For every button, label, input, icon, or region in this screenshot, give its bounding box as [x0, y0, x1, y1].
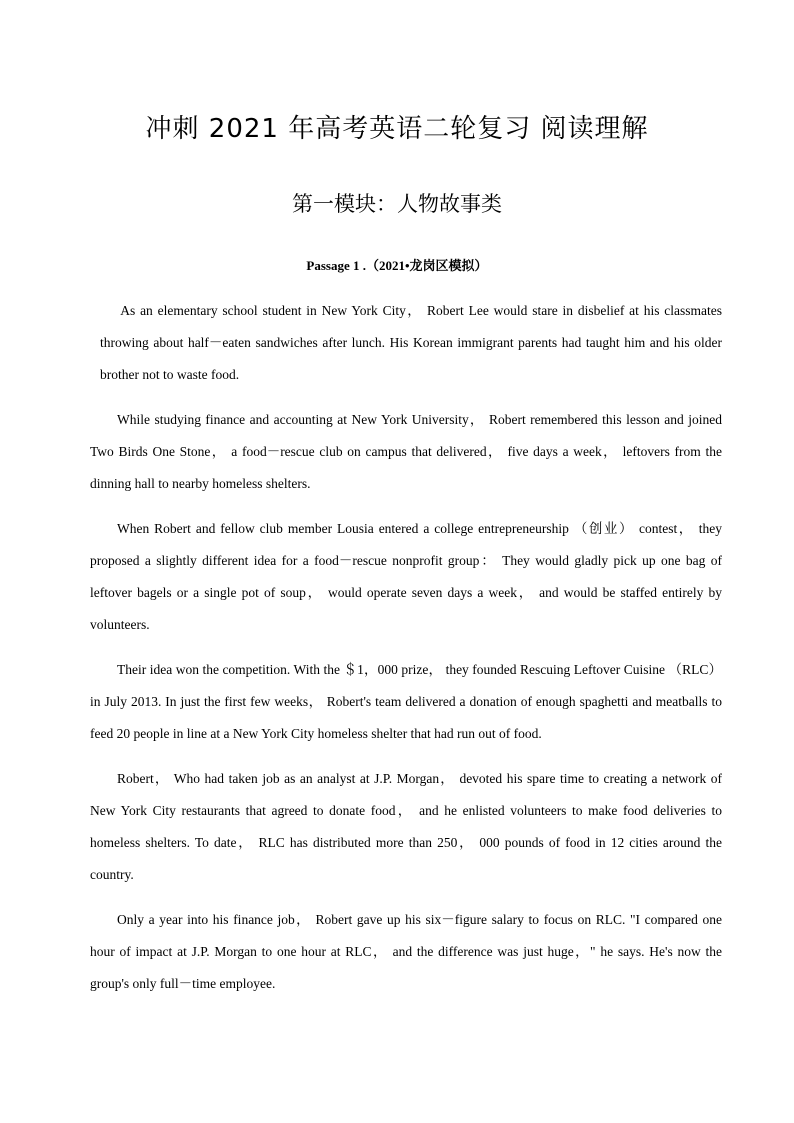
paragraph: As an elementary school student in New York City， Robert Lee would stare in disbelief at his classmates throwing about half－eaten sandwiches after lunch. His Korean immigrant parents had taught him and his older brother not to waste food. [100, 303, 722, 382]
paragraph: Their idea won the competition. With the ＄1，000 prize， they founded Rescuing Leftover Cuisine （RLC） in July 2013. In just the first few weeks， Robert's team delivered a donation of enough spaghetti and meatballs to feed 20 people in line at a New York City homeless shelter that had run out of food. [90, 662, 722, 741]
section-heading: 第一模块：人物故事类 [292, 192, 502, 216]
document-title: 冲刺 2021 年高考英语二轮复习 阅读理解 [145, 114, 649, 144]
paragraph: Robert， Who had taken job as an analyst at J.P. Morgan， devoted his spare time to creating a network of New York City restaurants that agreed to donate food， and he enlisted volunteers to make food deliveries to homeless shelters. To date， RLC has distributed more than 250， 000 pounds of food in 12 cities around the country. [90, 771, 722, 882]
passage-body [90, 295, 722, 1013]
paragraph: When Robert and fellow club member Lousia entered a college entrepreneurship （创业） contest， they proposed a slightly different idea for a food－rescue nonprofit group： They would gladly pick up one bag of leftover bagels or a single pot of soup， would operate seven days a week， and would be staffed entirely by volunteers. [90, 521, 722, 632]
paragraph: While studying finance and accounting at New York University， Robert remembered this lesson and joined Two Birds One Stone， a food－rescue club on campus that delivered， five days a week， leftovers from the dinning hall to nearby homeless shelters. [90, 412, 722, 491]
paragraph: Only a year into his finance job， Robert gave up his six－figure salary to focus on RLC. "I compared one hour of impact at J.P. Morgan to one hour at RLC， and the difference was just huge，" he says. He's now the group's only full－time employee. [90, 912, 722, 991]
passage-heading: Passage 1 .（2021•龙岗区模拟） [306, 258, 488, 273]
